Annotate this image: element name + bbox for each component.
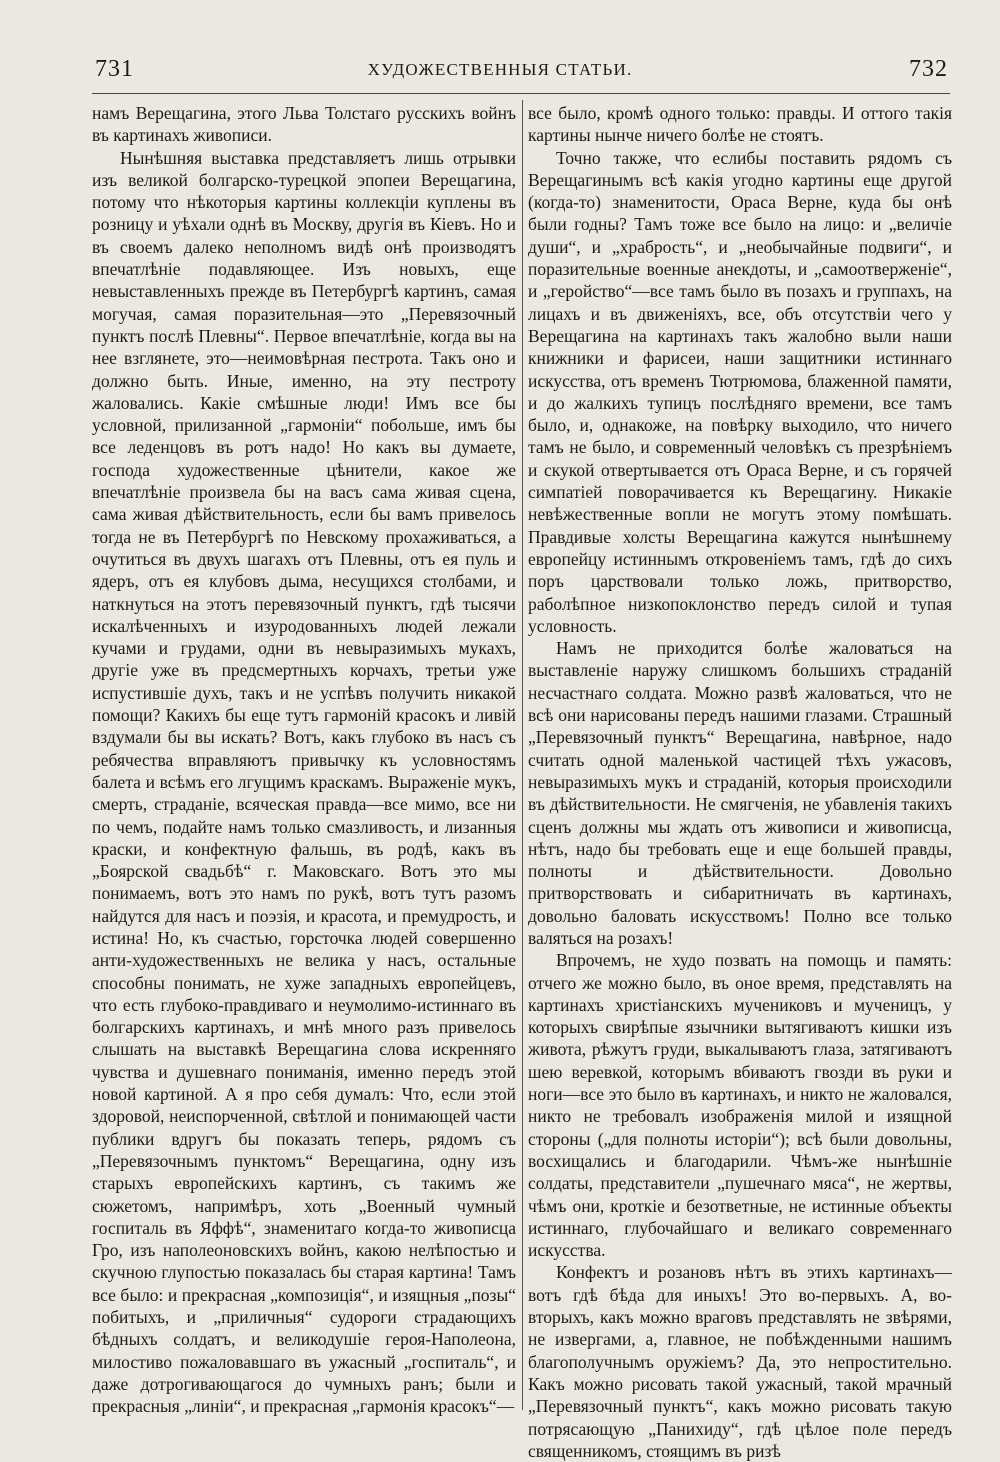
paragraph: все было, кромѣ одного только: правды. И оттого такія картины нынче ничего болѣе не стоятъ. — [528, 103, 952, 146]
paragraph: Точно также, что еслибы поставить рядомъ съ Верещагинымъ всѣ какія угодно картины еще другой (когда-то) знаменитости, Ораса Верне, куда бы онѣ были годны? Тамъ тоже все было на лицо: и „величіе души“, и „храбрость“, и „необычайные подвиги“, и поразительные военные анекдоты, и „самоотверженіе“, и „геройство“—все тамъ было въ позахъ и группахъ, на лицахъ и въ движеніяхъ, все, объ отсутствіи чего у Верещагина на картинахъ такъ жалобно выли наши книжники и фарисеи, наши защитники истиннаго искусства, отъ временъ Тютрюмова, блаженной памяти, и до жалкихъ тупицъ послѣдняго времени, все тамъ было, и, однакоже, на повѣрку выходило, что ничего тамъ не было, и современный человѣкъ съ презрѣніемъ и скукой отвертывается отъ Ораса Верне, и съ горячей симпатіей поворачивается къ Верещагину. Никакіе невѣжественные вопли не могутъ этому помѣшать. Правдивые холсты Верещагина кажутся нынѣшнему европейцу истиннымъ откровеніемъ тамъ, гдѣ до сихъ поръ царствовали только ложь, притворство, раболѣпное низкопоклонство передъ силой и тупая условность. — [528, 147, 952, 636]
left-column — [92, 102, 516, 1418]
right-column — [528, 102, 952, 1462]
left-page-number: 731 — [95, 56, 134, 82]
paragraph: Намъ не приходится болѣе жаловаться на выставленіе наружу слишкомъ большихъ страданій несчастнаго солдата. Можно развѣ жаловаться, что не всѣ они нарисованы передъ нашими глазами. Страшный „Перевязочный пунктъ“ Верещагина, навѣрное, надо считать одной маленькой частицей тѣхъ ужасовъ, невыразимыхъ мукъ и страданій, которыя происходили въ дѣйствительности. Не смягченія, не убавленія такихъ сценъ должны мы ждать отъ живописи и живописца, нѣтъ, надо бы требовать еще и еще большей правды, полноты и дѣйствительности. Довольно притворствовать и сибаритничать въ картинахъ, довольно баловать искусствомъ! Полно все только валяться на розахъ! — [528, 638, 952, 948]
running-title: ХУДОЖЕСТВЕННЫЯ СТАТЬИ. — [367, 60, 633, 79]
right-page-number: 732 — [909, 56, 948, 82]
header-rule — [92, 93, 950, 94]
paragraph: Впрочемъ, не худо позвать на помощь и память: отчего же можно было, въ оное время, представлять на картинахъ христіанскихъ мучениковъ и мученицъ, у которыхъ свирѣпые язычники вытягиваютъ кишки изъ живота, рѣжутъ груди, выкалываютъ глаза, затягиваютъ шею веревкой, которымъ вбиваютъ гвозди въ руки и ноги—все это было въ картинахъ, и никто не жаловался, никто не требовалъ изображенія милой и изящной стороны („для полноты исторіи“); всѣ были довольны, восхищались и благодарили. Чѣмъ-же нынѣшніе солдаты, представители „пушечнаго мяса“, не жертвы, чѣмъ они, кроткіе и безответные, не истинные объекты истиннаго, глубочайшаго и великаго современнаго искусства. — [528, 950, 952, 1261]
paragraph: Нынѣшняя выставка представляетъ лишь отрывки изъ великой болгарско-турецкой эпопеи Верещагина, потому что нѣкоторыя картины коллекціи куплены въ розницу и уѣхали однѣ въ Москву, другія въ Кіевъ. Но и въ своемъ далеко неполномъ видѣ онѣ производятъ впечатлѣніе подавляющее. Изъ новыхъ, еще невыставленныхъ прежде въ Петербургѣ картинъ, самая могучая, самая поразительная—это „Перевязочный пунктъ послѣ Плевны“. Первое впечатлѣніе, когда вы на нее взглянете, это—неимовѣрная пестрота. Такъ оно и должно быть. Иные, именно, на эту пестроту жаловались. Какіе смѣшные люди! Имъ все бы условной, прилизанной „гармоніи“ побольше, имъ бы все леденцовъ въ ротъ надо! Но какъ вы думаете, господа художественные цѣнители, какое же впечатлѣніе произвела бы на васъ сама живая сцена, сама живая дѣйствительность, если бы вамъ привелось тогда не въ Петербургѣ по Невскому прохаживаться, а очутиться въ двухъ шагахъ отъ Плевны, отъ ея пуль и ядеръ, отъ ея клубовъ дыма, несущихся столбами, и наткнуться на этотъ перевязочный пунктъ, гдѣ тысячи искалѣченныхъ и изуродованныхъ людей лежали кучами и грудами, одни въ невыразимыхъ мукахъ, другіе уже въ предсмертныхъ корчахъ, третьи уже испустившіе духъ, такъ и не успѣвъ получить никакой помощи? Какихъ бы еще тутъ гармоній красокъ и ливій вздумали бы вы искать? Вотъ, какъ глубоко въ насъ съ ребячества вправляютъ привычку къ условностямъ балета и всѣмъ его лгущимъ краскамъ. Выраженіе мукъ, смерть, страданіе, всяческая правда—все мимо, все ни по чемъ, подайте намъ только смазливость, и лизанныя краски, и конфектную фальшь, въ родѣ, какъ въ „Боярской свадьбѣ“ г. Маковскаго. Вотъ это мы понимаемъ, вотъ это намъ по рукѣ, вотъ тутъ разомъ найдутся для насъ и поэзія, и красота, и премудрость, и истина! Но, къ счастью, горсточка людей совершенно анти-художественныхъ не велика у насъ, остальные способны понимать, не хуже западныхъ европейцевъ, что есть глубоко-правдиваго и неумолимо-истиннаго въ болгарскихъ картинахъ, и мнѣ много разъ привелось слышать на выставкѣ Верещагина слова искренняго чувства и душевнаго пониманія, именно передъ этой новой картиной. А я про себя думалъ: Что, если этой здоровой, неиспорченной, свѣтлой и понимающей части публики вдругъ бы показать теперь, рядомъ съ „Перевязочнымъ пунктомъ“ Верещагина, одну изъ старыхъ европейскихъ картинъ, съ такимъ же сюжетомъ, напримѣръ, хоть „Военный чумный госпиталь въ Яффѣ“, знаменитаго когда-то живописца Гро, изъ наполеоновскихъ войнъ, какою нелѣпостью и скучною глупостью показалась бы старая картина! Тамъ все было: и прекрасная „композиція“, и изящныя „позы“ побитыхъ, и „приличныя“ судороги страдающихъ бѣдныхъ солдатъ, и великодушіе героя-Наполеона, милостиво пожаловавшаго въ ужасный „госпиталь“, и даже дотрогивающагося до чумныхъ ранъ; были и прекрасныя „линіи“, и прекрасная „гармонія красокъ“— — [92, 147, 516, 1417]
page-header — [0, 52, 1000, 92]
paragraph: намъ Верещагина, этого Льва Толстаго русскихъ войнъ въ картинахъ живописи. — [92, 103, 516, 146]
paragraph: Конфектъ и розановъ нѣтъ въ этихъ картинахъ—вотъ гдѣ бѣда для иныхъ! Это во-первыхъ. А, во-вторыхъ, какъ можно враговъ представлять не звѣрями, не извергами, а, главное, не побѣжденными нашимъ благополучнымъ оружіемъ? Да, это непростительно. Какъ можно рисовать такой ужасный, такой мрачный „Перевязочный пунктъ“, какъ можно рисовать такую потрясающую „Панихиду“, гдѣ цѣлое поле передъ священникомъ, стоящимъ въ ризѣ — [528, 1262, 952, 1461]
column-divider — [522, 100, 523, 1410]
